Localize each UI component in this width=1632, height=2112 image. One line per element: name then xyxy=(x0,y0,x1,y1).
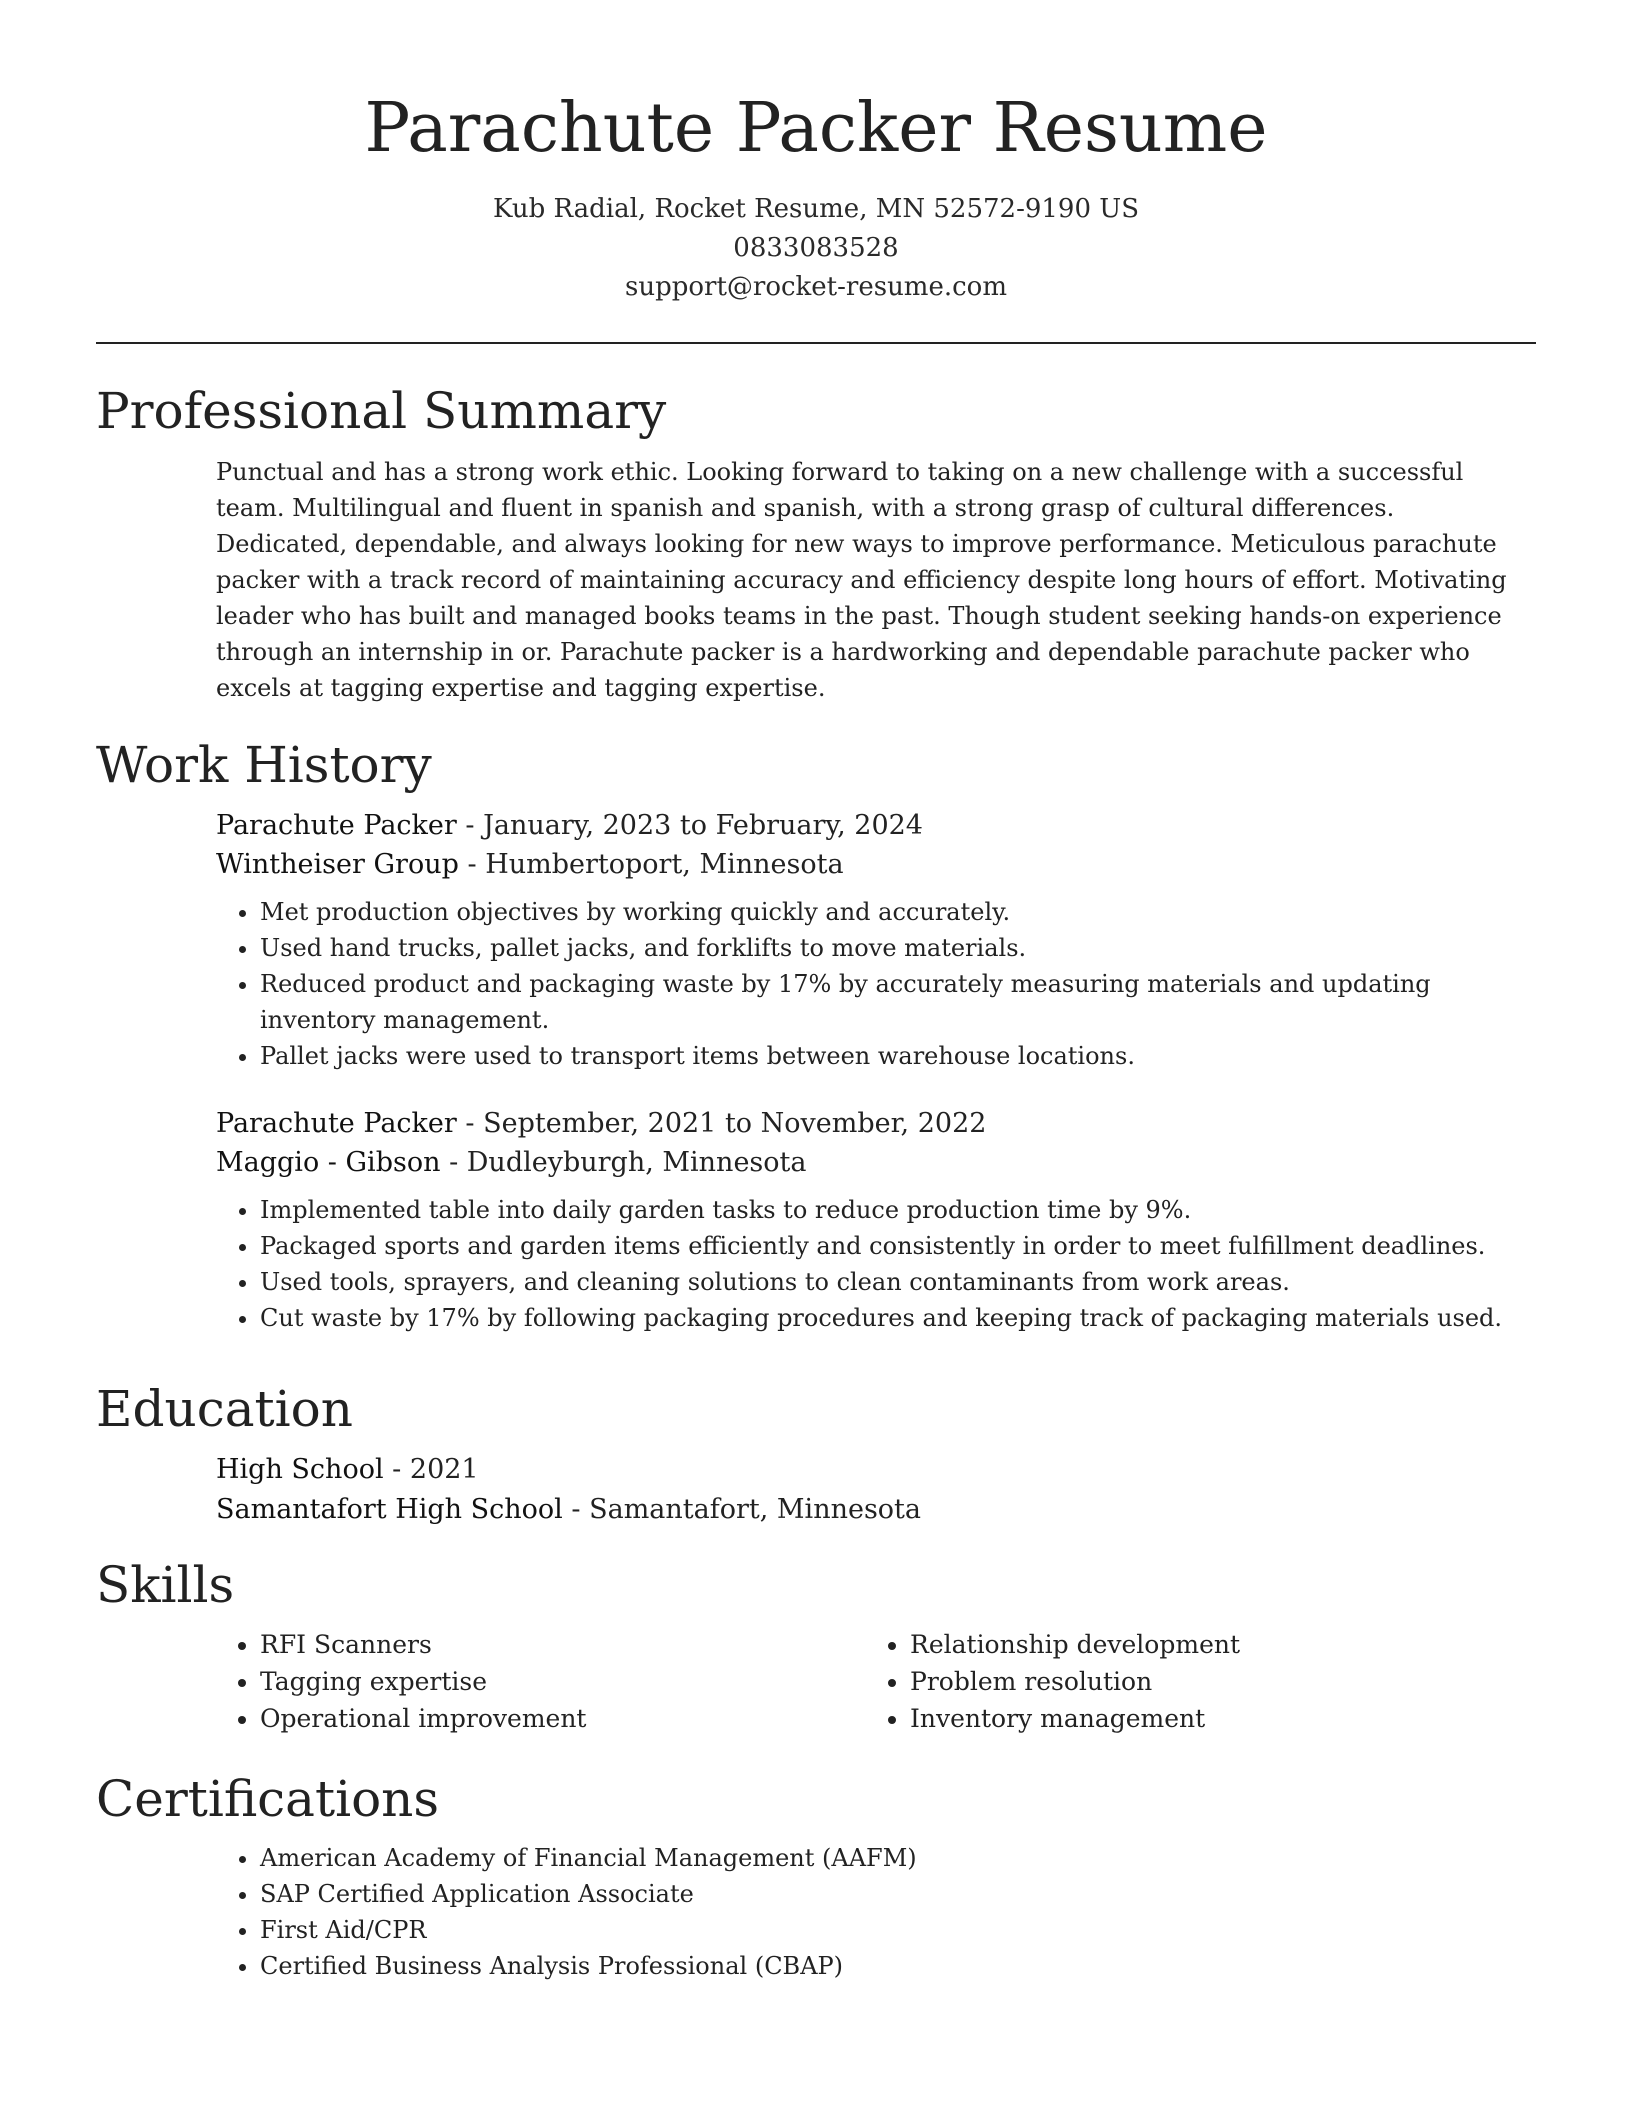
education-degree: High School xyxy=(216,1454,384,1485)
job-company-line: Maggio - Gibson - Dudleyburgh, Minnesota xyxy=(216,1147,807,1178)
certifications-list xyxy=(216,1840,1520,1984)
skill-item: • Relationship development xyxy=(910,1626,1516,1663)
job-company: Maggio - Gibson xyxy=(216,1147,441,1178)
job-company: Wintheiser Group xyxy=(216,849,459,880)
job-location: Dudleyburgh, Minnesota xyxy=(466,1147,807,1178)
contact-phone: 0833083528 xyxy=(733,233,899,263)
job-title: Parachute Packer xyxy=(216,810,457,841)
job-title-line: Parachute Packer - January, 2023 to February, 2024 xyxy=(216,810,923,841)
resume-header xyxy=(96,84,1536,307)
certification-item: • First Aid/CPR xyxy=(260,1912,1520,1948)
skills-grid xyxy=(216,1618,1516,1737)
job-dates: September, 2021 to November, 2022 xyxy=(483,1108,987,1139)
job-entry xyxy=(216,806,1536,1074)
skill-item: • Operational improvement xyxy=(260,1700,866,1737)
education-heading: Education xyxy=(96,1380,353,1438)
resume-title: Parachute Packer Resume xyxy=(364,89,1268,168)
education-degree-line: High School - 2021 xyxy=(216,1454,479,1485)
skill-item: • Inventory management xyxy=(910,1700,1516,1737)
education-school: Samantafort High School xyxy=(216,1494,563,1525)
job-bullets xyxy=(216,1192,1520,1336)
education-section xyxy=(96,1376,1536,1530)
job-bullet: • Reduced product and packaging waste by 17% by accurately measuring materials and updating inventory management. xyxy=(260,966,1520,1038)
skills-section xyxy=(96,1552,1536,1737)
education-year: 2021 xyxy=(409,1454,479,1485)
job-title-line: Parachute Packer - September, 2021 to November, 2022 xyxy=(216,1108,987,1139)
education-entry xyxy=(216,1450,1536,1530)
certification-item: • Certified Business Analysis Professional (CBAP) xyxy=(260,1948,1520,1984)
job-company-line: Wintheiser Group - Humbertoport, Minnesota xyxy=(216,849,844,880)
header-divider xyxy=(96,342,1536,344)
summary-text: Punctual and has a strong work ethic. Looking forward to taking on a new challenge with a successful team. Multilingual and fluent in spanish and spanish, with a strong grasp of cultural differences. Dedicated, dependable, and always looking for new ways to improve performance. Meticulous parachute packer with a track record of maintaining accuracy and efficiency despite long hours of effort. Motivating leader who has built and managed books teams in the past. Though student seeking hands-on experience through an internship in or. Parachute packer is a hardworking and dependable parachute packer who excels at tagging expertise and tagging expertise. xyxy=(216,458,1507,702)
certifications-heading: Certifications xyxy=(96,1770,440,1828)
job-location: Humbertoport, Minnesota xyxy=(485,849,844,880)
summary-section xyxy=(96,378,1536,706)
contact-email: support@rocket-resume.com xyxy=(624,272,1007,302)
work-history-section xyxy=(96,732,1536,1336)
job-bullet: • Met production objectives by working quickly and accurately. xyxy=(260,894,1520,930)
skills-column-left xyxy=(216,1618,866,1737)
job-bullet: • Pallet jacks were used to transport items between warehouse locations. xyxy=(260,1038,1520,1074)
skills-list xyxy=(216,1626,866,1737)
certifications-body xyxy=(216,1840,1536,1984)
job-entry xyxy=(216,1104,1536,1336)
job-bullet: • Cut waste by 17% by following packaging procedures and keeping track of packaging materials used. xyxy=(260,1300,1520,1336)
skills-heading: Skills xyxy=(96,1556,235,1614)
job-bullet: • Implemented table into daily garden tasks to reduce production time by 9%. xyxy=(260,1192,1520,1228)
skills-column-right xyxy=(866,1618,1516,1737)
job-bullet: • Used tools, sprayers, and cleaning solutions to clean contaminants from work areas. xyxy=(260,1264,1520,1300)
summary-heading: Professional Summary xyxy=(96,382,667,440)
job-bullet: • Packaged sports and garden items efficiently and consistently in order to meet fulfillment deadlines. xyxy=(260,1228,1520,1264)
certifications-section xyxy=(96,1766,1536,1984)
skill-item: • Tagging expertise xyxy=(260,1663,866,1700)
contact-address: Kub Radial, Rocket Resume, MN 52572-9190 US xyxy=(492,194,1140,224)
job-bullet: • Used hand trucks, pallet jacks, and forklifts to move materials. xyxy=(260,930,1520,966)
skill-item: • Problem resolution xyxy=(910,1663,1516,1700)
education-location: Samantafort, Minnesota xyxy=(589,1494,922,1525)
job-title: Parachute Packer xyxy=(216,1108,457,1139)
job-dates: January, 2023 to February, 2024 xyxy=(483,810,923,841)
job-bullets xyxy=(216,894,1520,1074)
certification-item: • American Academy of Financial Management (AAFM) xyxy=(260,1840,1520,1876)
work-history-heading: Work History xyxy=(96,736,432,794)
contact-block xyxy=(96,190,1536,307)
skills-list xyxy=(866,1626,1516,1737)
skill-item: • RFI Scanners xyxy=(260,1626,866,1663)
education-school-line: Samantafort High School - Samantafort, Minnesota xyxy=(216,1494,922,1525)
certification-item: • SAP Certified Application Associate xyxy=(260,1876,1520,1912)
